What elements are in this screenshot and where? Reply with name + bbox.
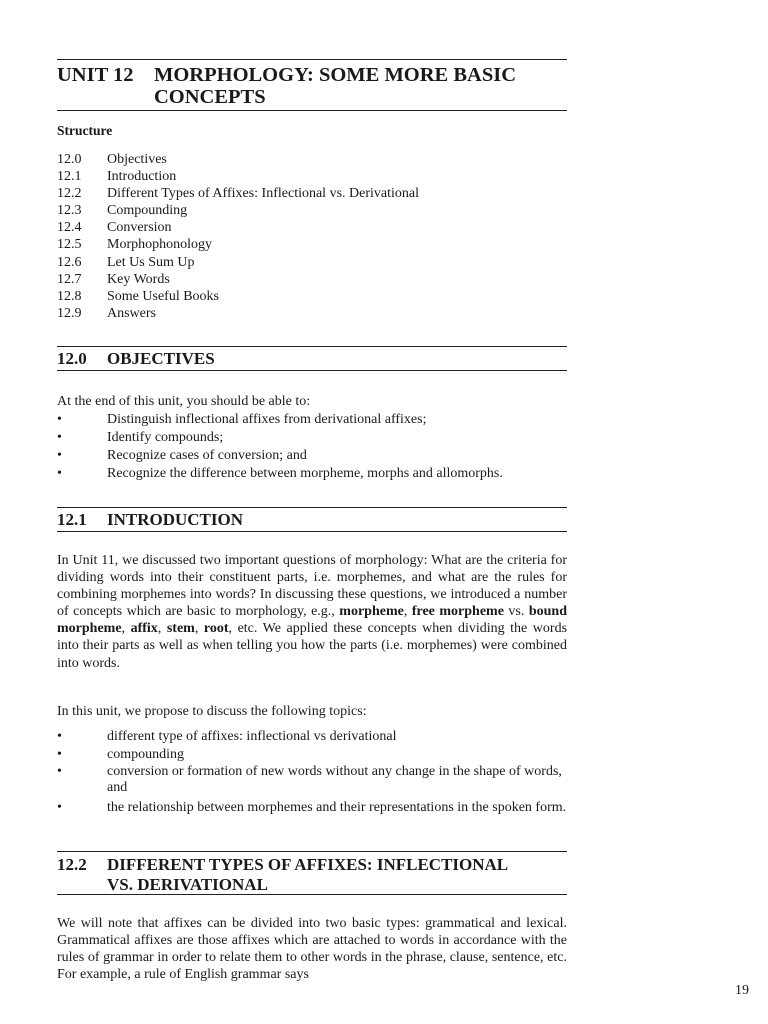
toc-item bbox=[57, 236, 419, 253]
top-rule bbox=[57, 59, 567, 60]
topics-list bbox=[57, 728, 567, 816]
list-item-text: Identify compounds; bbox=[107, 429, 224, 445]
list-item-text: Recognize cases of conversion; and bbox=[107, 447, 307, 463]
bullet-icon: • bbox=[57, 447, 62, 463]
objectives-list bbox=[57, 411, 567, 483]
toc-item bbox=[57, 151, 419, 168]
toc-item-title: Answers bbox=[107, 305, 156, 321]
list-item bbox=[57, 447, 567, 465]
introduction-bottom-rule bbox=[57, 531, 567, 532]
list-item bbox=[57, 764, 567, 797]
section-number: 12.1 bbox=[57, 510, 87, 529]
unit-title-line1: MORPHOLOGY: SOME MORE BASIC bbox=[154, 64, 517, 86]
bullet-icon: • bbox=[57, 763, 62, 779]
section-title-line1: DIFFERENT TYPES OF AFFIXES: INFLECTIONAL bbox=[107, 855, 509, 874]
toc-item bbox=[57, 288, 419, 305]
toc-item bbox=[57, 305, 419, 322]
unit-title-line2: CONCEPTS bbox=[154, 86, 266, 108]
list-item bbox=[57, 746, 567, 764]
term-morpheme: morpheme bbox=[339, 604, 404, 620]
toc-item-title: Compounding bbox=[107, 203, 188, 219]
toc-item-title: Different Types of Affixes: Inflectional vs. Derivational bbox=[107, 186, 419, 202]
toc-item-number: 12.4 bbox=[57, 220, 82, 236]
affixes-bottom-rule bbox=[57, 894, 567, 895]
bullet-icon: • bbox=[57, 465, 62, 481]
affixes-top-rule bbox=[57, 851, 567, 852]
list-item bbox=[57, 799, 567, 816]
introduction-heading bbox=[57, 510, 243, 530]
objectives-intro: At the end of this unit, you should be able to: bbox=[57, 394, 311, 409]
term-affix: affix bbox=[130, 621, 158, 637]
section-title: INTRODUCTION bbox=[107, 510, 244, 529]
toc-item bbox=[57, 271, 419, 288]
list-item-text: Distinguish inflectional affixes from derivational affixes; bbox=[107, 412, 427, 427]
section-number: 12.0 bbox=[57, 349, 87, 368]
toc-item-number: 12.9 bbox=[57, 305, 82, 321]
toc-item-title: Morphophonology bbox=[107, 237, 212, 253]
affixes-heading bbox=[57, 855, 508, 895]
section-number: 12.2 bbox=[57, 855, 87, 874]
title-bottom-rule bbox=[57, 110, 567, 111]
affixes-paragraph-1: We will note that affixes can be divided into two basic types: grammatical and lexical. Grammatical affixes are those affixes which are attached to words in accordance with the rules of grammar in order to relate them to other words in the phrase, clause, sentence, etc. For example, a rule of English grammar says bbox=[57, 916, 567, 983]
separator: , bbox=[157, 621, 167, 637]
list-item bbox=[57, 728, 567, 746]
toc-item-number: 12.1 bbox=[57, 169, 82, 185]
list-item bbox=[57, 465, 567, 483]
toc-item-number: 12.2 bbox=[57, 186, 82, 202]
page-number: 19 bbox=[735, 983, 749, 998]
objectives-heading bbox=[57, 349, 215, 369]
toc-item-title: Conversion bbox=[107, 220, 172, 236]
list-item bbox=[57, 429, 567, 447]
toc-item bbox=[57, 168, 419, 185]
term-free-morpheme: free morpheme bbox=[411, 604, 504, 620]
toc-item-title: Key Words bbox=[107, 271, 170, 287]
list-item-text: Recognize the difference between morpheme, morphs and allomorphs. bbox=[107, 465, 503, 481]
toc-item bbox=[57, 185, 419, 202]
separator: , bbox=[194, 621, 204, 637]
bullet-icon: • bbox=[57, 429, 62, 445]
objectives-bottom-rule bbox=[57, 370, 567, 371]
term-root: root bbox=[203, 621, 229, 637]
list-item-text: different type of affixes: inflectional vs derivational bbox=[107, 729, 397, 744]
toc-item-number: 12.5 bbox=[57, 237, 82, 253]
list-item-text: compounding bbox=[107, 746, 184, 762]
toc-item-number: 12.8 bbox=[57, 288, 82, 304]
toc-item bbox=[57, 254, 419, 271]
toc-item-number: 12.0 bbox=[57, 152, 82, 167]
toc-item-title: Introduction bbox=[107, 169, 177, 185]
paragraph-text: In Unit 11, we discussed two important questions of morphology: What are the criteria for dividing words into their constituent parts, i.e. morphemes, and what are the rules for combining morphemes into words? In discussing these questions, we introduced a number of concepts which are basic to morphology, e.g., bbox=[57, 553, 567, 620]
paragraph-text: , etc. We applied these concepts when dividing the words into their parts as well as when telling you how the parts (i.e. morphemes) were combined into words. bbox=[57, 621, 568, 671]
table-of-contents bbox=[57, 151, 419, 322]
section-title-line2: VS. DERIVATIONAL bbox=[107, 875, 268, 894]
separator: , bbox=[403, 604, 412, 620]
structure-label: Structure bbox=[57, 123, 113, 138]
toc-item bbox=[57, 219, 419, 236]
toc-item bbox=[57, 202, 419, 219]
bullet-icon: • bbox=[57, 746, 62, 762]
toc-item-title: Let Us Sum Up bbox=[107, 254, 195, 270]
unit-title bbox=[57, 64, 517, 108]
introduction-paragraph-1 bbox=[57, 552, 567, 672]
list-item bbox=[57, 411, 567, 429]
term-stem: stem bbox=[166, 621, 195, 637]
section-title: OBJECTIVES bbox=[107, 349, 215, 368]
introduction-paragraph-2: In this unit, we propose to discuss the following topics: bbox=[57, 704, 367, 719]
separator: vs. bbox=[503, 604, 529, 620]
bullet-icon: • bbox=[57, 412, 62, 427]
objectives-top-rule bbox=[57, 346, 567, 347]
term-bound-morpheme: bound morpheme bbox=[57, 604, 568, 637]
list-item-text: the relationship between morphemes and their representations in the spoken form. bbox=[107, 799, 567, 815]
toc-item-number: 12.3 bbox=[57, 203, 82, 219]
separator: , bbox=[121, 621, 131, 637]
bullet-icon: • bbox=[57, 799, 62, 815]
toc-item-number: 12.7 bbox=[57, 271, 82, 287]
bullet-icon: • bbox=[57, 729, 62, 744]
list-item-text: conversion or formation of new words without any change in the shape of words, and bbox=[107, 763, 562, 796]
toc-item-title: Some Useful Books bbox=[107, 288, 219, 304]
toc-item-number: 12.6 bbox=[57, 254, 82, 270]
introduction-top-rule bbox=[57, 507, 567, 508]
unit-number: UNIT 12 bbox=[57, 64, 134, 86]
toc-item-title: Objectives bbox=[107, 152, 167, 167]
